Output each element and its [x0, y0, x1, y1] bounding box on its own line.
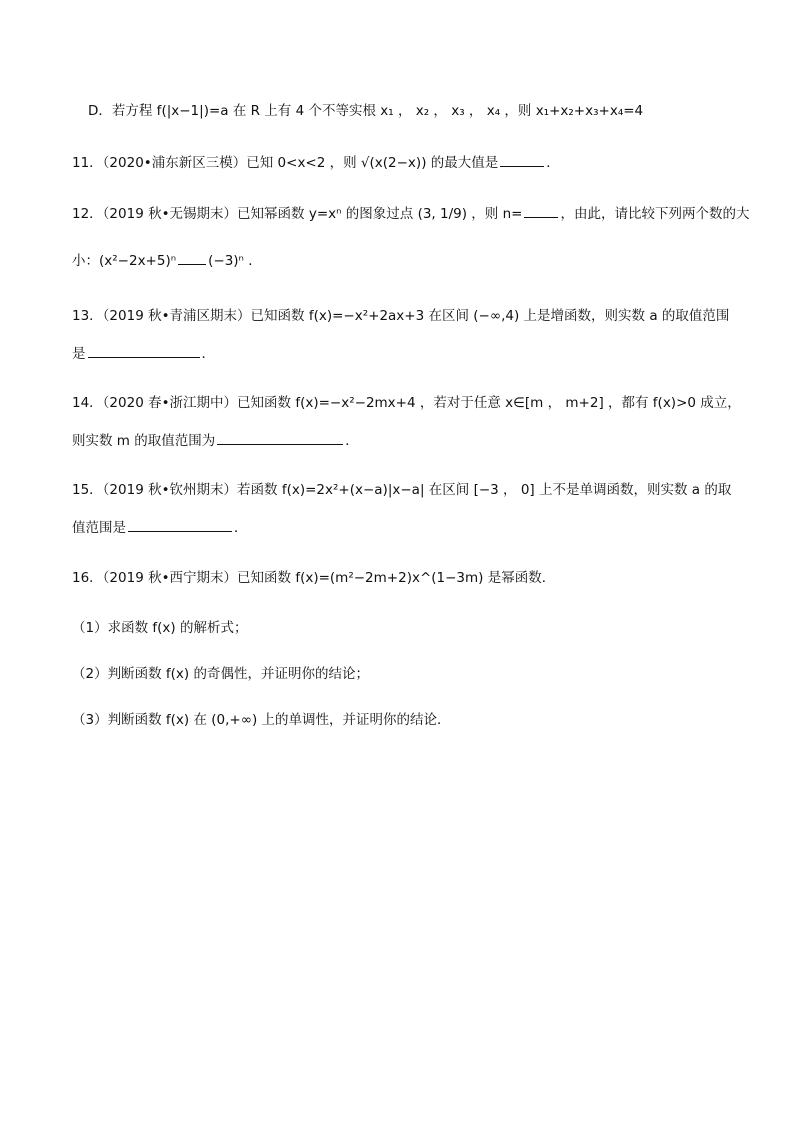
answer-blank-12a[interactable] — [524, 203, 558, 218]
question-16-part-1-text: （1）求函数 f(x) 的解析式； — [72, 620, 248, 636]
question-16-part-3-text: （3）判断函数 f(x) 在 (0,+∞) 上的单调性，并证明你的结论． — [72, 712, 451, 728]
question-16 — [72, 569, 555, 587]
question-11-text: 11．（2020•浦东新区三模）已知 0<x<2 ，则 √(x(2−x)) 的最大值是 — [72, 155, 499, 171]
question-16-text: 16．（2019 秋•西宁期末）已知函数 f(x)=(m²−2m+2)x^(1−3m) 是幂函数． — [72, 570, 556, 586]
question-14-text-2: 则实数 m 的取值范围为 — [72, 433, 216, 449]
option-d — [88, 102, 643, 120]
question-12-compare-right: (−3)ⁿ ． — [208, 253, 262, 269]
question-15-line-2 — [72, 517, 248, 537]
answer-blank-13[interactable] — [88, 343, 200, 358]
question-11-end: ． — [546, 155, 560, 171]
question-14-line-2 — [72, 430, 359, 450]
question-11 — [72, 152, 560, 172]
question-16-part-2-text: （2）判断函数 f(x) 的奇偶性，并证明你的结论； — [72, 666, 369, 682]
question-12-text: 12．（2019 秋•无锡期末）已知幂函数 y=xⁿ 的图象过点 (3, 1/9) ，则 n= — [72, 206, 523, 222]
question-15-end: ． — [234, 520, 248, 536]
answer-blank-12b[interactable] — [178, 250, 206, 265]
question-13-text: 13．（2019 秋•青浦区期末）已知函数 f(x)=−x²+2ax+3 在区间 (−∞,4) 上是增函数，则实数 a 的取值范围 — [72, 308, 730, 324]
answer-blank-15[interactable] — [128, 517, 232, 532]
question-13-line-2 — [72, 343, 215, 363]
question-14-text: 14．（2020 春•浙江期中）已知函数 f(x)=−x²−2mx+4 ，若对于任意 x∈[m ， m+2] ，都有 f(x)>0 成立， — [72, 395, 741, 411]
question-13-end: ． — [201, 346, 215, 362]
question-12-line-2 — [72, 250, 262, 270]
answer-blank-11[interactable] — [500, 152, 544, 167]
question-15-text-2: 值范围是 — [72, 520, 126, 536]
question-12-compare-left: 小：(x²−2x+5)ⁿ — [72, 253, 177, 269]
question-13-line-1 — [72, 307, 729, 325]
question-14-end: ． — [345, 433, 359, 449]
question-12-line-1 — [72, 203, 749, 223]
question-14-line-1 — [72, 394, 741, 412]
answer-blank-14[interactable] — [217, 430, 343, 445]
question-16-part-2 — [72, 665, 369, 683]
question-15-text: 15．（2019 秋•钦州期末）若函数 f(x)=2x²+(x−a)|x−a| 在区间 [−3 ， 0] 上不是单调函数，则实数 a 的取 — [72, 482, 732, 498]
question-16-part-3 — [72, 711, 451, 729]
question-16-part-1 — [72, 619, 247, 637]
question-13-text-2: 是 — [72, 346, 86, 362]
option-d-text: D．若方程 f(|x−1|)=a 在 R 上有 4 个不等实根 x₁ ， x₂ ， x₃ ， x₄ ，则 x₁+x₂+x₃+x₄=4 — [88, 103, 644, 119]
question-15-line-1 — [72, 481, 731, 499]
question-12-text-2: ，由此，请比较下列两个数的大 — [560, 206, 750, 222]
